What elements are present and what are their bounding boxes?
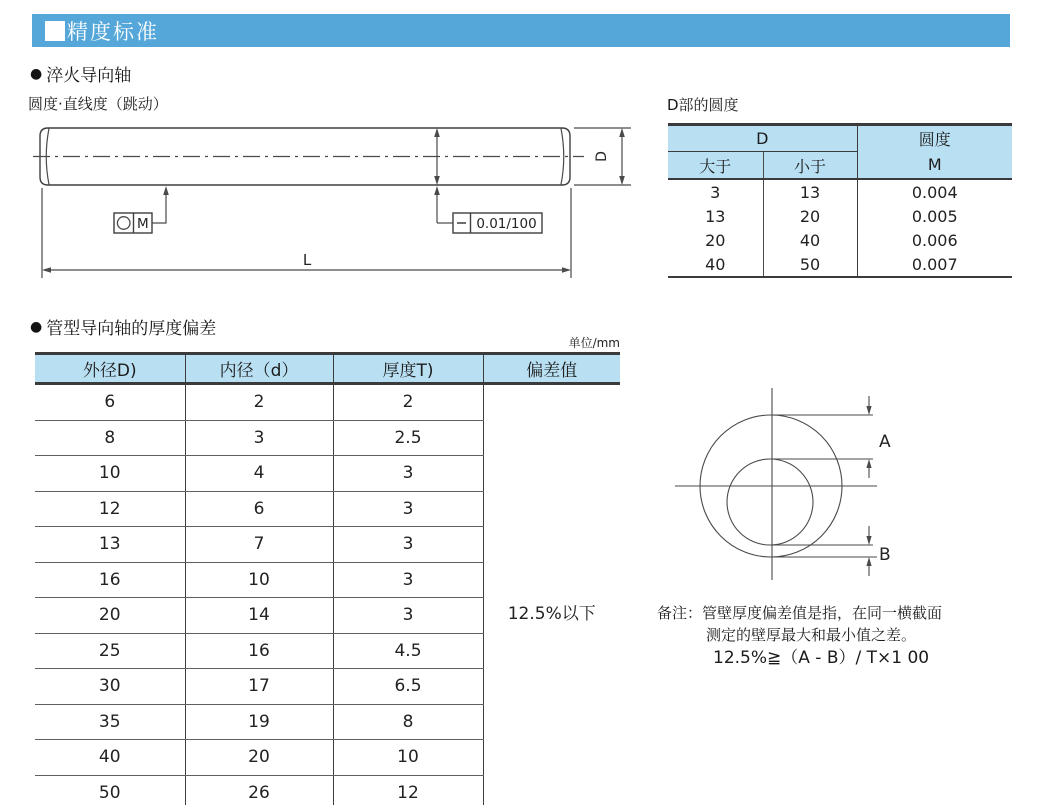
cell-outer: 35 [35, 704, 185, 740]
cell-inner: 20 [185, 740, 333, 776]
cell-thickness: 3 [333, 562, 483, 598]
table-header-row [668, 125, 1012, 152]
note-line-1: 备注：管壁厚度偏差值是指，在同一横截面 [657, 604, 943, 622]
cell-inner: 17 [185, 669, 333, 705]
straightness-value: 0.01/100 [476, 216, 537, 232]
section1-title: 淬火导向轴 [46, 66, 132, 86]
col-header-m: M [857, 152, 1012, 180]
cell-under: 13 [763, 179, 857, 204]
cell-thickness: 4.5 [333, 633, 483, 669]
roundness-table [668, 123, 1012, 278]
cell-outer: 50 [35, 775, 185, 805]
cell-outer: 8 [35, 420, 185, 456]
cell-thickness: 6.5 [333, 669, 483, 705]
table-row [668, 204, 1012, 228]
col-header-thickness: 厚度T) [333, 354, 483, 384]
cell-outer: 13 [35, 527, 185, 563]
table-row [668, 179, 1012, 204]
datum-label: M [136, 216, 149, 232]
section-banner [32, 14, 1010, 47]
cell-thickness: 8 [333, 704, 483, 740]
note-block [645, 602, 942, 669]
diameter-label: D [593, 151, 610, 162]
cell-over: 13 [668, 204, 763, 228]
col-header-over: 大于 [668, 152, 763, 180]
cell-m: 0.007 [857, 252, 1012, 277]
cell-inner: 14 [185, 598, 333, 634]
cell-inner: 26 [185, 775, 333, 805]
wall-thickness-diagram [640, 382, 900, 587]
section1-heading [30, 61, 131, 86]
col-header-deviation: 偏差值 [483, 354, 620, 384]
cell-thickness: 3 [333, 491, 483, 527]
cell-outer: 25 [35, 633, 185, 669]
cell-inner: 3 [185, 420, 333, 456]
roundness-frame [114, 186, 169, 233]
shaft-drawing [25, 118, 640, 290]
page-title: 精度标准 [67, 19, 159, 44]
cell-thickness: 3 [333, 598, 483, 634]
cell-under: 20 [763, 204, 857, 228]
length-label: L [302, 251, 312, 269]
inner-circle [727, 459, 813, 545]
cell-inner: 7 [185, 527, 333, 563]
cell-outer: 6 [35, 384, 185, 421]
cell-inner: 10 [185, 562, 333, 598]
note-line-2: 测定的壁厚最大和最小值之差。 [706, 626, 917, 644]
cell-over: 20 [668, 228, 763, 252]
bullet-icon: ● [30, 65, 43, 82]
cell-inner: 6 [185, 491, 333, 527]
cell-thickness: 12 [333, 775, 483, 805]
straightness-frame [453, 213, 542, 233]
dimension-a [770, 396, 891, 478]
cell-thickness: 2 [333, 384, 483, 421]
table-header-row [35, 354, 620, 384]
cell-m: 0.005 [911, 206, 958, 226]
note-formula: 12.5%≧（A - B）/ T×1 00 [713, 648, 930, 668]
col-header-roundness: 圆度 [857, 125, 1012, 152]
cell-m: 0.004 [911, 182, 958, 202]
dimension-b [770, 526, 891, 576]
col-header-d: D [668, 125, 857, 152]
deviation-value: 12.5%以下 [507, 604, 596, 624]
wall-label-b: B [879, 545, 891, 565]
roundness-table-title: D部的圆度 [667, 96, 739, 114]
cell-thickness: 3 [333, 527, 483, 563]
cell-outer: 20 [35, 598, 185, 634]
section1-subtitle: 圆度·直线度（跳动） [28, 95, 168, 113]
col-header-under: 小于 [763, 152, 857, 180]
cell-thickness: 2.5 [333, 420, 483, 456]
cell-outer: 16 [35, 562, 185, 598]
wall-label-a: A [879, 432, 891, 452]
cell-thickness: 3 [333, 456, 483, 492]
col-header-inner-dia: 内径（d） [185, 354, 333, 384]
cell-inner: 2 [185, 384, 333, 421]
cell-inner: 19 [185, 704, 333, 740]
col-header-outer-dia: 外径D) [35, 354, 185, 384]
table-row [668, 252, 1012, 277]
cell-outer: 30 [35, 669, 185, 705]
cell-outer: 40 [35, 740, 185, 776]
cell-thickness: 10 [333, 740, 483, 776]
section2-title: 管型导向轴的厚度偏差 [46, 319, 217, 339]
cell-under: 50 [763, 252, 857, 277]
cell-m: 0.006 [911, 230, 958, 250]
cell-under: 40 [763, 228, 857, 252]
banner-square-icon [45, 21, 65, 41]
bullet-icon: ● [30, 318, 43, 335]
cell-outer: 12 [35, 491, 185, 527]
cell-over: 3 [668, 179, 763, 204]
cell-over: 40 [668, 252, 763, 277]
unit-label: 单位/mm [568, 336, 620, 350]
cell-inner: 4 [185, 456, 333, 492]
deviation-cell [483, 384, 620, 805]
table-header-row [668, 152, 1012, 180]
table-row [668, 228, 1012, 252]
table-row [35, 384, 620, 421]
cell-inner: 16 [185, 633, 333, 669]
thickness-table [35, 352, 620, 805]
cell-outer: 10 [35, 456, 185, 492]
